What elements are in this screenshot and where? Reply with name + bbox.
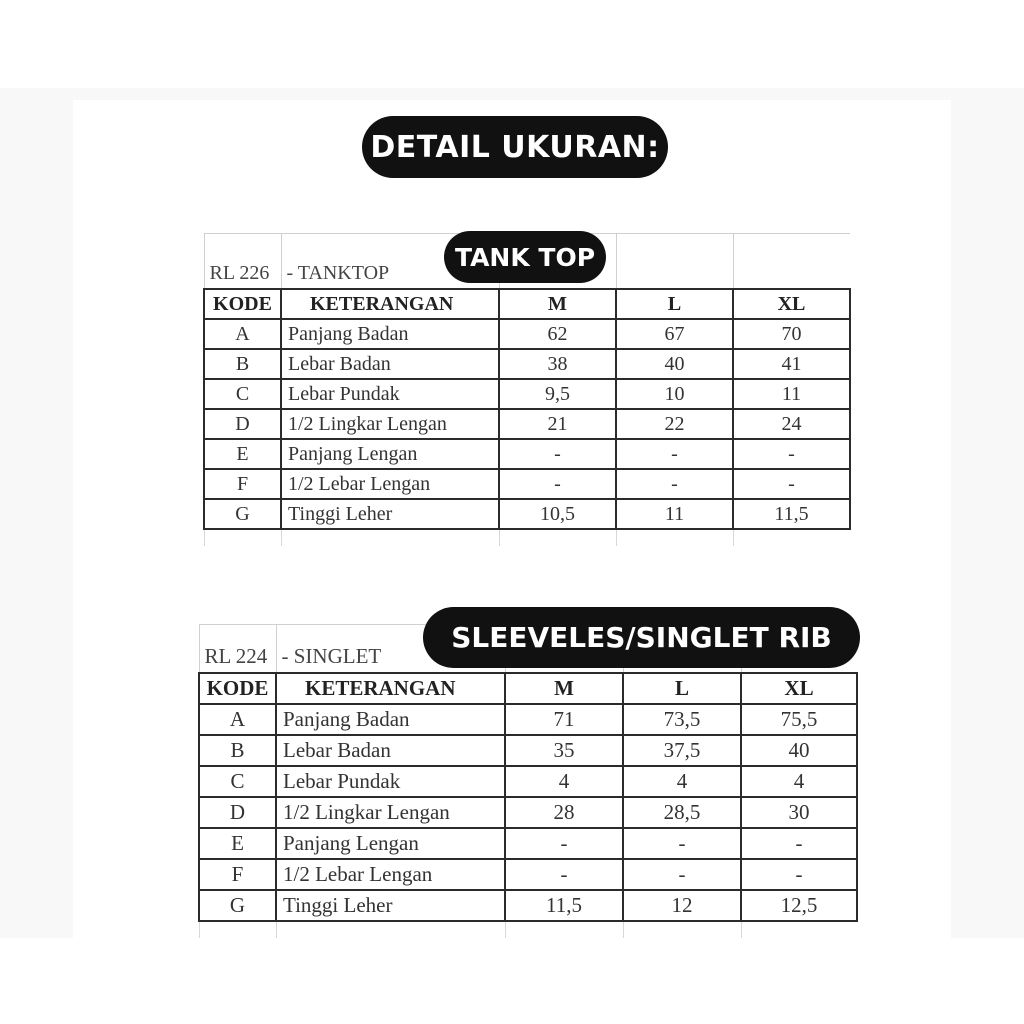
tanktop-badge: TANK TOP bbox=[444, 231, 606, 283]
table-row bbox=[199, 859, 857, 890]
cell-keterangan: Lebar Badan bbox=[281, 349, 499, 379]
table-row bbox=[199, 735, 857, 766]
table-row bbox=[199, 766, 857, 797]
cell-size-m: - bbox=[505, 859, 623, 890]
cell-kode: B bbox=[199, 735, 276, 766]
table-row bbox=[204, 379, 850, 409]
header-keterangan: KETERANGAN bbox=[276, 673, 505, 704]
cell-size-m: 9,5 bbox=[499, 379, 616, 409]
header-keterangan: KETERANGAN bbox=[281, 289, 499, 319]
singlet-size-table bbox=[198, 624, 858, 938]
table-row bbox=[204, 349, 850, 379]
header-size-xl: XL bbox=[741, 673, 857, 704]
cell-size-l: - bbox=[616, 439, 733, 469]
cell-size-xl: 11,5 bbox=[733, 499, 850, 529]
cell-kode: E bbox=[199, 828, 276, 859]
cell-kode: E bbox=[204, 439, 281, 469]
cell-size-xl: - bbox=[741, 859, 857, 890]
cell-keterangan: 1/2 Lebar Lengan bbox=[276, 859, 505, 890]
singlet-name-title: - SINGLET bbox=[276, 625, 505, 674]
cell-size-l: 67 bbox=[616, 319, 733, 349]
cell-size-m: 4 bbox=[505, 766, 623, 797]
cell-kode: G bbox=[199, 890, 276, 921]
header-kode: KODE bbox=[199, 673, 276, 704]
header-size-l: L bbox=[623, 673, 741, 704]
table-row bbox=[204, 469, 850, 499]
cell-size-xl: 70 bbox=[733, 319, 850, 349]
cell-size-l: 4 bbox=[623, 766, 741, 797]
cell-size-l: - bbox=[623, 828, 741, 859]
cell-kode: C bbox=[199, 766, 276, 797]
cell-size-xl: 40 bbox=[741, 735, 857, 766]
cell-keterangan: 1/2 Lingkar Lengan bbox=[276, 797, 505, 828]
cell-kode: F bbox=[204, 469, 281, 499]
cell-size-xl: 24 bbox=[733, 409, 850, 439]
cell-kode: A bbox=[204, 319, 281, 349]
table-row bbox=[199, 890, 857, 921]
singlet-badge: SLEEVELES/SINGLET RIB bbox=[423, 607, 860, 668]
cell-keterangan: Panjang Lengan bbox=[281, 439, 499, 469]
tanktop-header-row bbox=[204, 289, 850, 319]
cell-size-m: 11,5 bbox=[505, 890, 623, 921]
singlet-code-title: RL 224 bbox=[199, 625, 276, 674]
cell-kode: F bbox=[199, 859, 276, 890]
cell-keterangan: 1/2 Lebar Lengan bbox=[281, 469, 499, 499]
cell-size-l: 11 bbox=[616, 499, 733, 529]
cell-kode: G bbox=[204, 499, 281, 529]
cell-size-l: 37,5 bbox=[623, 735, 741, 766]
cell-size-xl: - bbox=[733, 469, 850, 499]
cell-size-m: 38 bbox=[499, 349, 616, 379]
cell-size-m: 21 bbox=[499, 409, 616, 439]
cell-keterangan: Lebar Pundak bbox=[276, 766, 505, 797]
table-row bbox=[199, 797, 857, 828]
table-row bbox=[204, 499, 850, 529]
page-title: DETAIL UKURAN: bbox=[362, 116, 668, 178]
cell-size-m: 10,5 bbox=[499, 499, 616, 529]
cell-size-xl: - bbox=[733, 439, 850, 469]
header-size-m: M bbox=[499, 289, 616, 319]
table-row bbox=[199, 828, 857, 859]
cell-size-xl: 11 bbox=[733, 379, 850, 409]
cell-size-m: 35 bbox=[505, 735, 623, 766]
cell-size-m: 62 bbox=[499, 319, 616, 349]
table-row bbox=[204, 319, 850, 349]
cell-size-m: 71 bbox=[505, 704, 623, 735]
table-row bbox=[199, 704, 857, 735]
singlet-header-row bbox=[199, 673, 857, 704]
cell-kode: C bbox=[204, 379, 281, 409]
cell-size-l: - bbox=[616, 469, 733, 499]
table-row bbox=[204, 439, 850, 469]
cell-size-l: 73,5 bbox=[623, 704, 741, 735]
cell-size-l: - bbox=[623, 859, 741, 890]
cell-size-l: 12 bbox=[623, 890, 741, 921]
cell-size-xl: 75,5 bbox=[741, 704, 857, 735]
cell-size-l: 28,5 bbox=[623, 797, 741, 828]
header-kode: KODE bbox=[204, 289, 281, 319]
cell-size-xl: 41 bbox=[733, 349, 850, 379]
header-size-m: M bbox=[505, 673, 623, 704]
cell-kode: B bbox=[204, 349, 281, 379]
cell-kode: D bbox=[199, 797, 276, 828]
cell-kode: A bbox=[199, 704, 276, 735]
cell-keterangan: Tinggi Leher bbox=[276, 890, 505, 921]
cell-size-xl: 12,5 bbox=[741, 890, 857, 921]
cell-size-m: - bbox=[499, 439, 616, 469]
tanktop-code-title: RL 226 bbox=[204, 234, 281, 290]
cell-keterangan: Tinggi Leher bbox=[281, 499, 499, 529]
cell-size-xl: 4 bbox=[741, 766, 857, 797]
cell-size-m: - bbox=[505, 828, 623, 859]
cell-size-m: - bbox=[499, 469, 616, 499]
cell-keterangan: 1/2 Lingkar Lengan bbox=[281, 409, 499, 439]
cell-keterangan: Lebar Badan bbox=[276, 735, 505, 766]
cell-size-xl: 30 bbox=[741, 797, 857, 828]
cell-keterangan: Panjang Lengan bbox=[276, 828, 505, 859]
tanktop-name-title: - TANKTOP bbox=[281, 234, 499, 290]
cell-size-l: 22 bbox=[616, 409, 733, 439]
cell-keterangan: Lebar Pundak bbox=[281, 379, 499, 409]
header-size-l: L bbox=[616, 289, 733, 319]
table-row bbox=[204, 409, 850, 439]
cell-size-xl: - bbox=[741, 828, 857, 859]
cell-size-m: 28 bbox=[505, 797, 623, 828]
cell-keterangan: Panjang Badan bbox=[281, 319, 499, 349]
cell-kode: D bbox=[204, 409, 281, 439]
header-size-xl: XL bbox=[733, 289, 850, 319]
cell-size-l: 10 bbox=[616, 379, 733, 409]
cell-keterangan: Panjang Badan bbox=[276, 704, 505, 735]
cell-size-l: 40 bbox=[616, 349, 733, 379]
